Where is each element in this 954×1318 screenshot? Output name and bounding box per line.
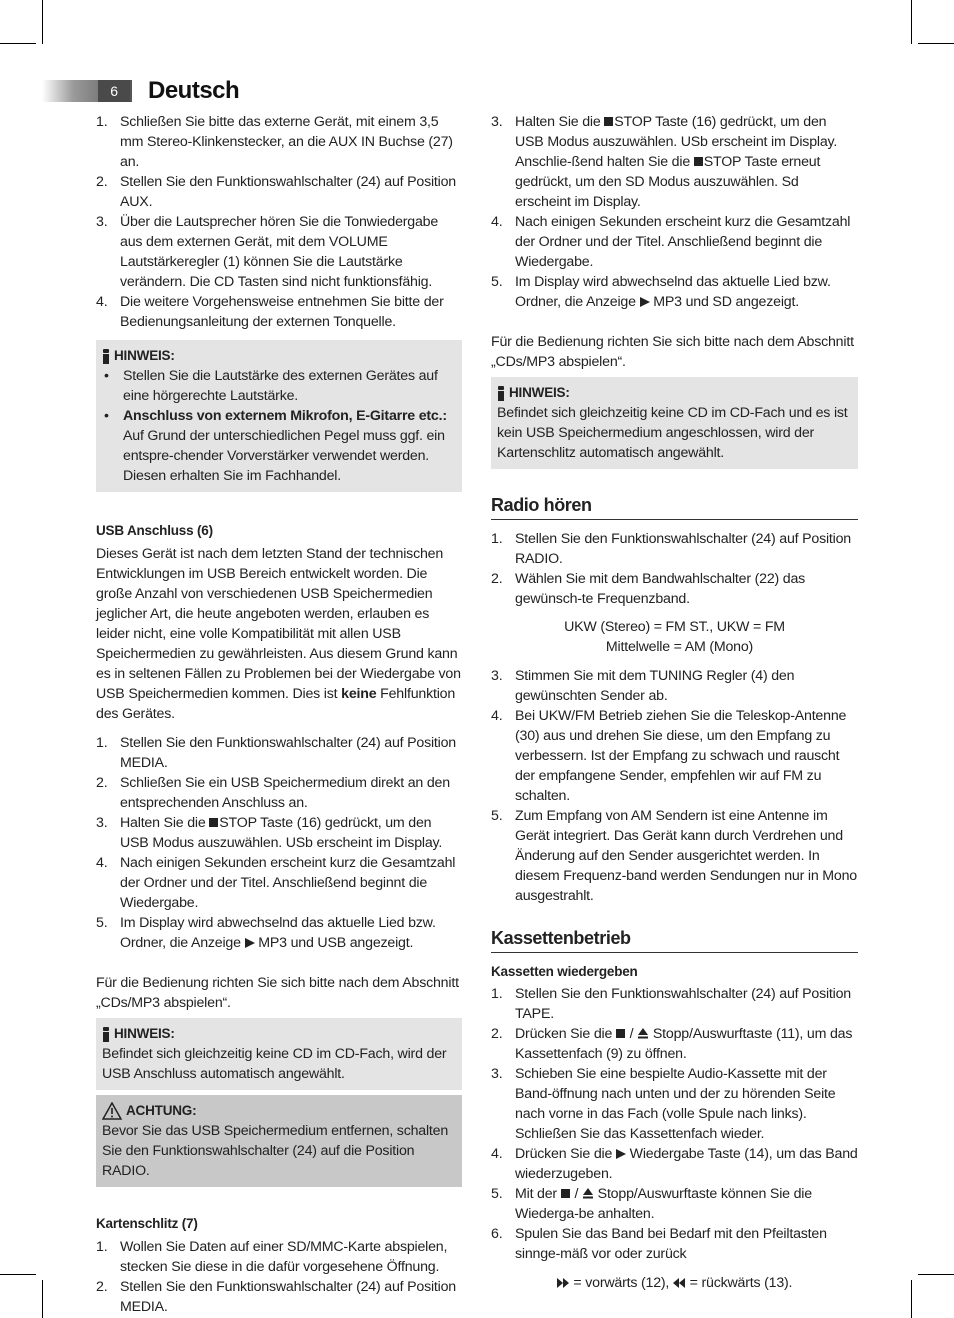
crop-mark <box>911 0 912 44</box>
card-steps <box>96 1237 462 1317</box>
tape-heading: Kassettenbetrieb <box>491 926 858 953</box>
list-item: • Stellen Sie die Lautstärke des externen Gerätes auf eine hörgerechte Lautstärke. <box>104 368 438 404</box>
list-item: 3. Stimmen Sie mit dem TUNING Regler (4) den gewünschten Sender ab. <box>491 668 795 704</box>
list-item: 5. Im Display wird abwechselnd das aktuelle Lied bzw. Ordner, die Anzeige MP3 und SD angezeigt. <box>491 274 831 310</box>
warning-icon <box>102 1102 122 1120</box>
list-item: 2. Stellen Sie den Funktionswahlschalter (24) auf Position MEDIA. <box>96 1279 456 1315</box>
list-item: 3. Halten Sie die STOP Taste (16) gedrückt, um den USB Modus auszuwählen. USb erscheint im Display. Anschlie-ßend halten Sie die STOP Taste erneut gedrückt, um den SD Modus auszuwählen. Sd erscheint im Display. <box>491 114 838 210</box>
page-number: 6 <box>98 80 130 102</box>
crop-mark <box>42 0 43 44</box>
info-icon <box>102 1027 110 1042</box>
eject-icon <box>582 1187 594 1199</box>
hinweis-box: HINWEIS: Befindet sich gleichzeitig keine CD im CD-Fach und es ist kein USB Speichermedium angeschlossen, wird der Kartenschlitz automatisch angewählt. <box>491 377 858 469</box>
list-item: 2. Schließen Sie ein USB Speichermedium direkt an den entsprechenden Anschluss an. <box>96 775 450 811</box>
list-item: 5. Mit der / Stopp/Auswurftaste können Sie die Wiederga-be anhalten. <box>491 1186 812 1222</box>
radio-steps-2 <box>491 666 858 906</box>
card-heading: Kartenschlitz (7) <box>96 1216 198 1231</box>
list-item: 2. Wählen Sie mit dem Bandwahlschalter (22) das gewünsch-te Frequenzband. <box>491 571 806 607</box>
list-item: 3. Schieben Sie eine bespielte Audio-Kassette mit der Band-öffnung nach unten und der zu hörenden Seite nach vorne in das Fach (volle Spule nach links). Schließen Sie das Kassettenfach wieder. <box>491 1066 836 1142</box>
list-item: 4. Drücken Sie die Wiedergabe Taste (14), um das Band wiederzugeben. <box>491 1146 858 1182</box>
stop-icon <box>561 1189 570 1198</box>
crop-mark <box>918 1274 954 1275</box>
aux-steps <box>96 112 462 332</box>
hinweis-box <box>96 340 462 492</box>
list-item: 4. Bei UKW/FM Betrieb ziehen Sie die Teleskop-Antenne (30) aus und drehen Sie diese, um den Empfang zu verbessern. Ist der Empfang zu schwach und rauscht der empfangene Sender, empfehlen wir auf FM zu schalten. <box>491 708 847 804</box>
list-item: 2. Stellen Sie den Funktionswahlschalter (24) auf Position AUX. <box>96 174 456 210</box>
card-steps-continued <box>491 112 858 312</box>
left-column <box>96 112 462 1317</box>
play-icon <box>245 938 255 948</box>
stop-icon <box>694 157 703 166</box>
usb-steps <box>96 733 462 953</box>
usb-paragraph: Dieses Gerät ist nach dem letzten Stand der technischen Entwicklungen im USB Bereich entwickelt worden. Die große Anzahl von verschiedenen USB Speichermedien jeglicher Art, die heute angeboten werden, erlauben es leider nicht, eine volle Kompatibilität mit allen USB Speichermedien zu gewährleisten. Aus diesem Grund kann es in seltenen Fällen zu Problemen bei der Wiedergabe von USB Speichermedien kommen. Dies ist keine Fehlfunktion des Gerätes. <box>96 546 461 722</box>
right-column <box>491 112 858 1293</box>
crop-mark <box>918 43 954 44</box>
wind-info: = vorwärts (12), = rückwärts (13). <box>491 1273 858 1293</box>
crop-mark <box>42 1280 43 1318</box>
list-item: 1. Stellen Sie den Funktionswahlschalter (24) auf Position MEDIA. <box>96 735 456 771</box>
note-title: HINWEIS: <box>114 348 175 363</box>
list-item: 3. Halten Sie die STOP Taste (16) gedrückt, um den USB Modus auszuwählen. USb erscheint im Display. <box>96 815 443 851</box>
info-icon <box>102 349 110 364</box>
tape-steps <box>491 984 858 1264</box>
fast-forward-icon <box>557 1278 570 1288</box>
play-icon <box>640 297 650 307</box>
list-item: 4. Die weitere Vorgehensweise entnehmen Sie bitte der Bedienungsanleitung der externen Tonquelle. <box>96 294 444 330</box>
play-icon <box>616 1149 626 1159</box>
hinweis-box: HINWEIS: Befindet sich gleichzeitig keine CD im CD-Fach, wird der USB Anschluss automatisch angewählt. <box>96 1018 462 1090</box>
tape-subheading: Kassetten wiedergeben <box>491 964 638 979</box>
list-item: 6. Spulen Sie das Band bei Bedarf mit den Pfeiltasten sinnge-mäß vor oder zurück <box>491 1226 827 1262</box>
list-item: 1. Schließen Sie bitte das externe Gerät, mit einem 3,5 mm Stereo-Klinkenstecker, an die AUX IN Buchse (27) an. <box>96 114 453 170</box>
rewind-icon <box>673 1278 686 1288</box>
crop-mark <box>0 43 36 44</box>
achtung-box: ACHTUNG: Bevor Sie das USB Speichermedium entfernen, schalten Sie den Funktionswahlschalter (24) auf die Position RADIO. <box>96 1095 462 1187</box>
list-item: 2. Drücken Sie die / Stopp/Auswurftaste (11), um das Kassettenfach (9) zu öffnen. <box>491 1026 853 1062</box>
crop-mark <box>0 1274 36 1275</box>
list-item: 4. Nach einigen Sekunden erscheint kurz die Gesamtzahl der Ordner und der Titel. Anschließend beginnt die Wiedergabe. <box>96 855 456 911</box>
list-item: 4. Nach einigen Sekunden erscheint kurz die Gesamtzahl der Ordner und der Titel. Anschließend beginnt die Wiedergabe. <box>491 214 851 270</box>
list-item: 1. Stellen Sie den Funktionswahlschalter (24) auf Position RADIO. <box>491 531 851 567</box>
see-also-text: Für die Bedienung richten Sie sich bitte nach dem Abschnitt „CDs/MP3 abspielen“. <box>96 975 459 1011</box>
list-item: 5. Im Display wird abwechselnd das aktuelle Lied bzw. Ordner, die Anzeige MP3 und USB angezeigt. <box>96 915 436 951</box>
radio-steps <box>491 529 858 609</box>
list-item: • Anschluss von externem Mikrofon, E-Gitarre etc.: Auf Grund der unterschiedlichen Pegel muss ggf. ein entspre-chender Vorverstärker verwendet werden. Diesen erhalten Sie im Fachhandel. <box>104 408 447 484</box>
list-item: 1. Wollen Sie Daten auf einer SD/MMC-Karte abspielen, stecken Sie diese in die dafür vorgesehene Öffnung. <box>96 1239 448 1275</box>
list-item: 1. Stellen Sie den Funktionswahlschalter (24) auf Position TAPE. <box>491 986 851 1022</box>
stop-icon <box>604 117 613 126</box>
info-icon <box>497 386 505 401</box>
stop-icon <box>209 818 218 827</box>
list-item: 3. Über die Lautsprecher hören Sie die Tonwiedergabe aus dem externen Gerät, mit dem VOLUME Lautstärkeregler (1) können Sie die Lautstärke verändern. Die CD Tasten sind nicht funktionsfähig. <box>96 214 439 290</box>
eject-icon <box>637 1027 649 1039</box>
page-title: Deutsch <box>148 77 240 104</box>
band-info: UKW (Stereo) = FM ST., UKW = FM Mittelwelle = AM (Mono) <box>564 619 785 655</box>
list-item: 5. Zum Empfang von AM Sendern ist eine Antenne im Gerät integriert. Das Gerät kann durch Verdrehen und Änderung auf den Sender ausgerichtet werden. In diesem Frequenz-band werden Sendungen nur in Mono ausgestrahlt. <box>491 808 857 904</box>
stop-icon <box>616 1029 625 1038</box>
radio-heading: Radio hören <box>491 493 858 520</box>
crop-mark <box>911 1280 912 1318</box>
see-also-text: Für die Bedienung richten Sie sich bitte nach dem Abschnitt „CDs/MP3 abspielen“. <box>491 334 854 370</box>
usb-heading: USB Anschluss (6) <box>96 523 213 538</box>
